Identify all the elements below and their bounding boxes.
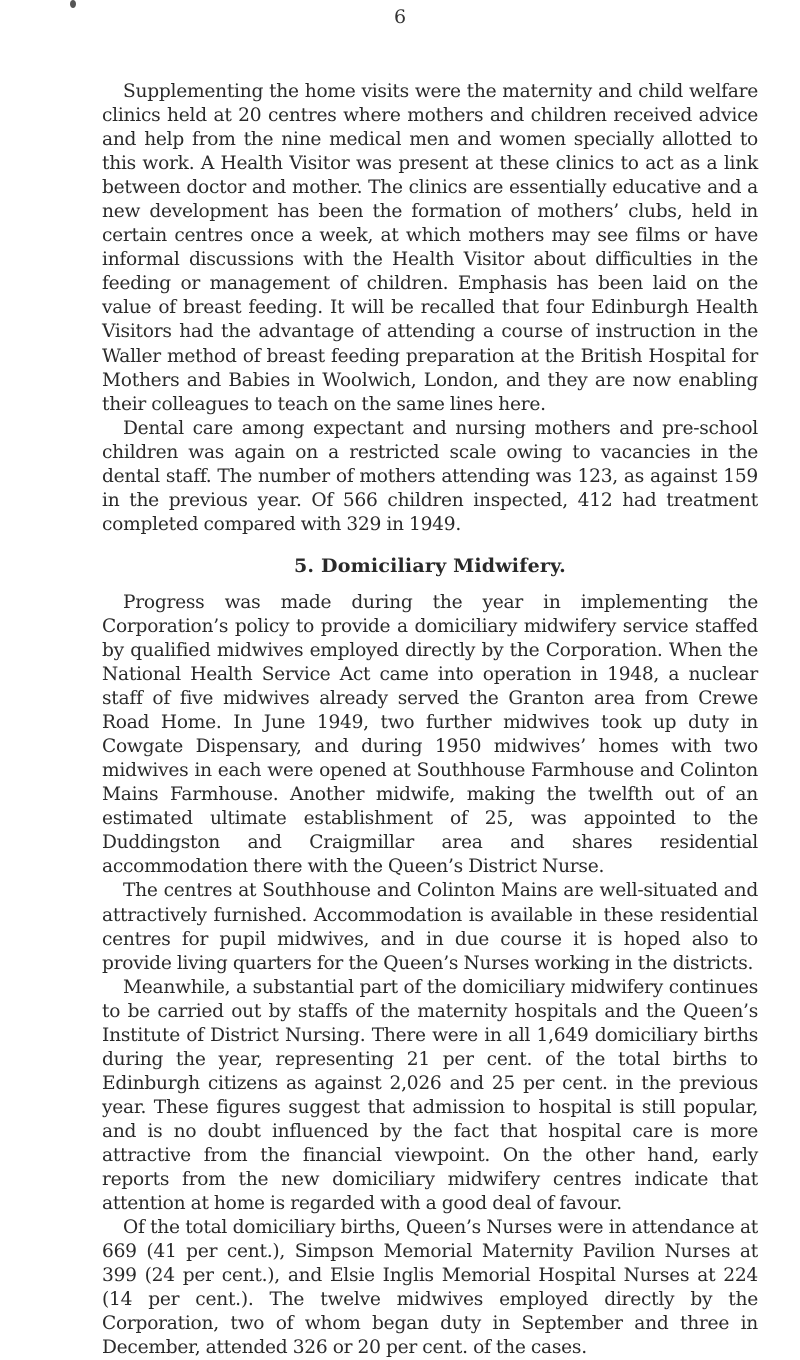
paragraph-clinics: Supplementing the home visits were the maternity and child welfare clinics held at 20 centres where mothers and children received advice and help from the nine medical men and women specially allotted to this work. A Health Visitor was present at these clinics to act as a link between doctor and mother. The clinics are essentially educative and a new development has been the formation of mothers’ clubs, held in certain centres once a week, at which mothers may see films or have informal discussions with the Health Visitor about difficulties in the feeding or management of children. Emphasis has been laid on the value of breast feeding. It will be recalled that four Edinburgh Health Visitors had the advantage of attending a course of instruction in the Waller method of breast feeding preparation at the British Hospital for Mothers and Babies in Woolwich, London, and they are now enabling their colleagues to teach on the same lines here. xyxy=(102,81,758,415)
paragraph-centres: The centres at Southhouse and Colinton Mains are well-situated and attractively furnished. Accommodation is available in these residential centres for pupil midwives, and in due course it is hoped also to provide living quarters for the Queen’s Nurses working in the districts. xyxy=(102,880,758,974)
paragraph-meanwhile: Meanwhile, a substantial part of the domiciliary midwifery continues to be carried out by staffs of the maternity hospitals and the Queen’s Institute of District Nursing. There were in all 1,649 domiciliary births during the year, representing 21 per cent. of the total births to Edinburgh citizens as against 2,026 and 25 per cent. in the previous year. These figures suggest that admission to hospital is still popular, and is no doubt influenced by the fact that hospital care is more attractive from the financial viewpoint. On the other hand, early reports from the new domiciliary midwifery centres indicate that attention at home is regarded with a good deal of favour. xyxy=(102,976,758,1215)
page-number: 6 xyxy=(393,6,407,28)
section-heading: 5. Domiciliary Midwifery. xyxy=(294,554,566,577)
paragraph-progress: Progress was made during the year in implementing the Corporation’s policy to provide a domiciliary midwifery service staffed by qualified midwives employed directly by the Corporation. When the National Health Service Act came into operation in 1948, a nuclear staff of five midwives already served the Granton area from Crewe Road Home. In June 1949, two further midwives took up duty in Cowgate Dispensary, and during 1950 midwives’ homes with two midwives in each were opened at Southhouse Farmhouse and Colinton Mains Farmhouse. Another midwife, making the twelfth out of an estimated ultimate establishment of 25, was appointed to the Duddingston and Craigmillar area and shares residential accommodation there with the Queen’s District Nurse. xyxy=(102,591,758,878)
paragraph-total-births: Of the total domiciliary births, Queen’s Nurses were in attendance at 669 (41 per cent.), Simpson Memorial Maternity Pavilion Nurses at 399 (24 per cent.), and Elsie Inglis Memorial Hospital Nurses at 224 (14 per cent.). The twelve midwives employed directly by the Corporation, two of whom began duty in September and three in December, attended 326 or 20 per cent. of the cases. xyxy=(102,1217,758,1359)
body-text xyxy=(102,80,758,1360)
paragraph-dental-care: Dental care among expectant and nursing mothers and pre-school children was again on a restricted scale owing to vacancies in the dental staff. The number of mothers attending was 123, as against 159 in the previous year. Of 566 children inspected, 412 had treatment completed compared with 329 in 1949. xyxy=(102,417,758,535)
